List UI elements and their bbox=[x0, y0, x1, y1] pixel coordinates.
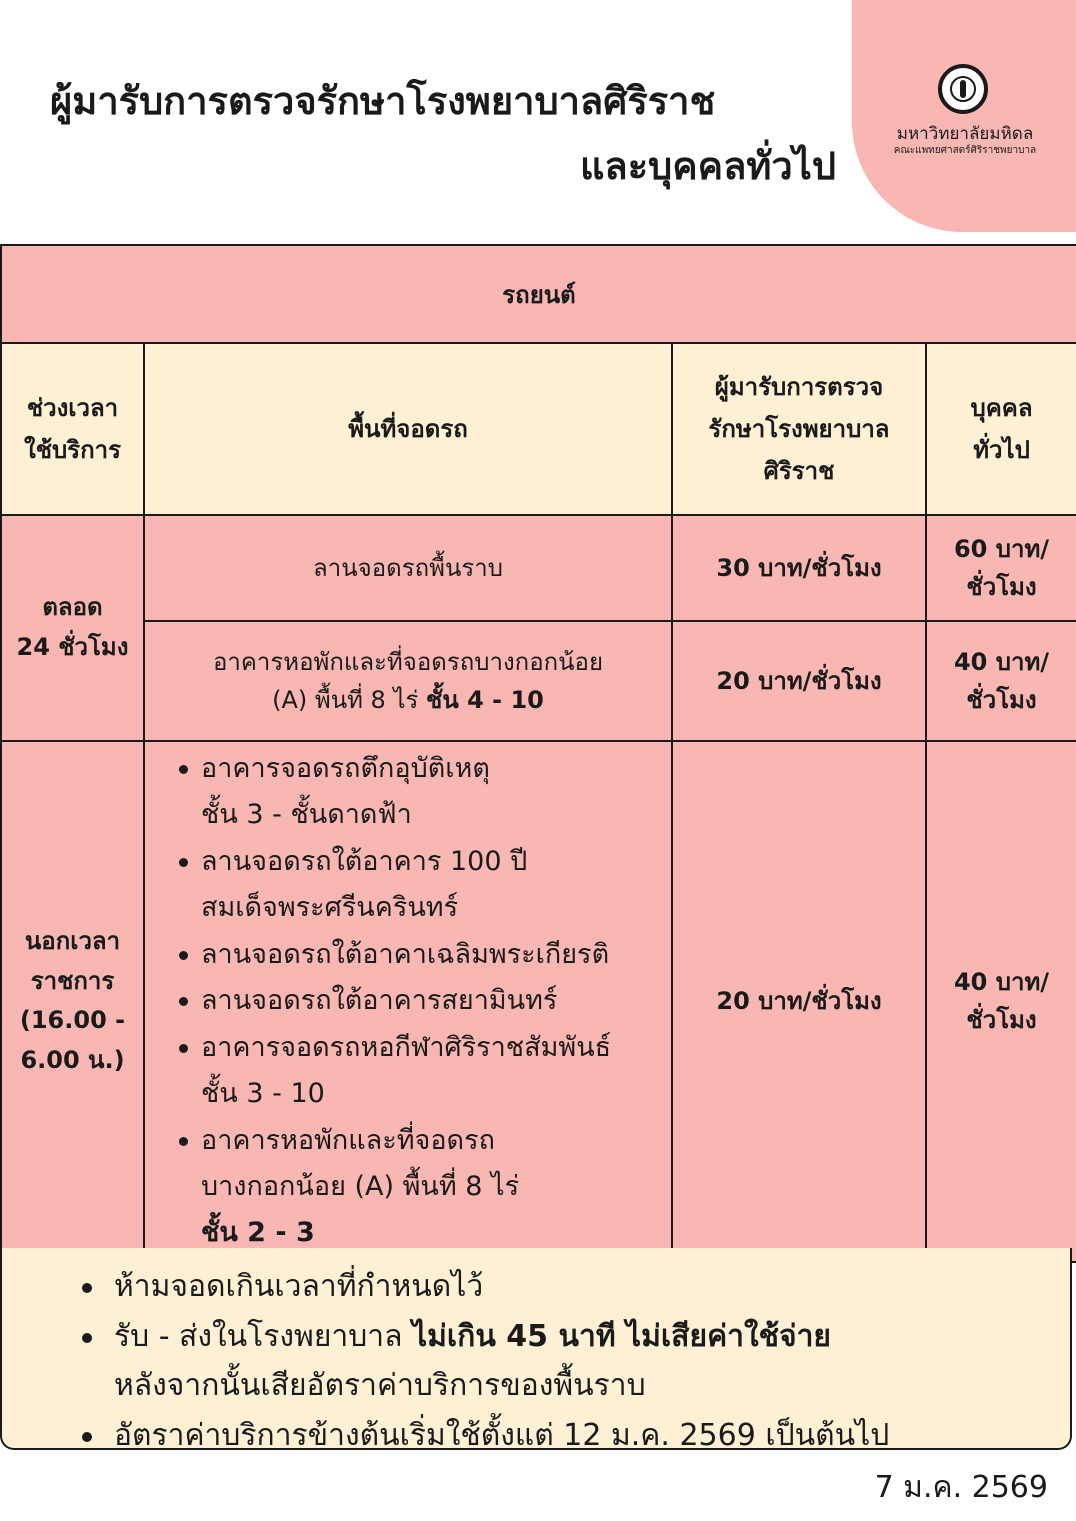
header-time-line1: ช่วงเวลา bbox=[26, 394, 119, 422]
note-dropoff bbox=[82, 1312, 1070, 1411]
area-accident-floors: ชั้น 3 - ชั้นดาดฟ้า bbox=[201, 799, 412, 831]
after-hours-areas bbox=[144, 741, 672, 1262]
time-after-line3: (16.00 - bbox=[19, 1006, 126, 1035]
page-title-line2: และบุคคลทั่วไป bbox=[579, 144, 836, 188]
note-dropoff-free: ไม่เกิน 45 นาที ไม่เสียค่าใช้จ่าย bbox=[412, 1318, 831, 1354]
note-dropoff-text: รับ - ส่งในโรงพยาบาล bbox=[114, 1318, 413, 1354]
public-rate-dorm bbox=[926, 621, 1076, 741]
header-time-line2: ใช้บริการ bbox=[23, 436, 122, 464]
university-name: มหาวิทยาลัยมหิดล bbox=[896, 124, 1034, 144]
public-rate-ground-line2: ชั่วโมง bbox=[966, 573, 1037, 601]
area-dorm-line1: อาคารหอพักและที่จอดรถบางกอกน้อย bbox=[212, 647, 604, 676]
area-dorm-floors: ชั้น 4 - 10 bbox=[426, 686, 544, 714]
faculty-name: คณะแพทยศาสตร์ศิริราชพยาบาล bbox=[893, 145, 1037, 156]
area-dorm-line2-text: (A) พื้นที่ 8 ไร่ bbox=[272, 686, 427, 714]
parking-rate-table bbox=[0, 244, 1076, 1263]
patient-rate-dorm: 20 บาท/ชั่วโมง bbox=[672, 621, 926, 741]
mahidol-seal-icon bbox=[938, 64, 988, 114]
list-item bbox=[173, 839, 665, 932]
page-title-line1: ผู้มารับการตรวจรักษาโรงพยาบาลศิริราช bbox=[50, 79, 716, 123]
time-24h bbox=[1, 515, 144, 741]
public-rate-dorm-line1: 40 บาท/ bbox=[953, 647, 1050, 676]
area-sports-floors: ชั้น 3 - 10 bbox=[201, 1078, 325, 1110]
area-accident-building: อาคารจอดรถตึกอุบัติเหตุ bbox=[201, 753, 490, 784]
list-item bbox=[173, 932, 665, 978]
header-time bbox=[1, 343, 144, 515]
area-ground-lot: ลานจอดรถพื้นราบ bbox=[144, 515, 672, 621]
area-dorm2-building: อาคารหอพักและที่จอดรถ bbox=[201, 1124, 495, 1156]
time-24h-line2: 24 ชั่วโมง bbox=[16, 633, 129, 661]
note-dropoff-line2: หลังจากนั้นเสียอัตราค่าบริการของพื้นราบ bbox=[114, 1368, 646, 1403]
public-rate-dorm-line2: ชั่วโมง bbox=[966, 686, 1037, 714]
notes-box bbox=[0, 1248, 1072, 1453]
time-after-line2: ราชการ bbox=[30, 966, 115, 995]
header-patient-line2: รักษาโรงพยาบาล bbox=[708, 415, 890, 443]
area-dorm-line2 bbox=[151, 681, 665, 719]
patient-rate-after-hours: 20 บาท/ชั่วโมง bbox=[672, 741, 926, 1262]
time-after-line4: 6.00 น.) bbox=[20, 1046, 125, 1074]
area-sports-building: อาคารจอดรถหอกีฬาศิริราชสัมพันธ์ bbox=[201, 1031, 612, 1063]
notes-list bbox=[2, 1262, 1070, 1460]
header-corner-panel bbox=[852, 0, 1076, 232]
public-rate-after-hours bbox=[926, 741, 1076, 1262]
after-hours-area-list bbox=[151, 746, 665, 1257]
time-after-hours bbox=[1, 741, 144, 1262]
header-public-line2: ทั่วไป bbox=[973, 436, 1030, 464]
area-chalerm-building: ลานจอดรถใต้อาคาเฉลิมพระเกียรติ bbox=[201, 938, 610, 970]
note-effective-date: อัตราค่าบริการข้างต้นเริ่มใช้ตั้งแต่ 12 ม.ค. 2569 เป็นต้นไป bbox=[82, 1411, 1070, 1461]
header-public-line1: บุคคล bbox=[970, 394, 1033, 422]
list-item bbox=[173, 1025, 665, 1118]
time-24h-line1: ตลอด bbox=[42, 593, 103, 622]
header-patient-line1: ผู้มารับการตรวจ bbox=[714, 373, 884, 401]
publish-date: 7 ม.ค. 2569 bbox=[874, 1470, 1048, 1505]
area-100yr-name: สมเด็จพระศรีนครินทร์ bbox=[201, 892, 459, 924]
area-siyamin-building: ลานจอดรถใต้อาคารสยามินทร์ bbox=[201, 985, 558, 1017]
public-rate-ground bbox=[926, 515, 1076, 621]
header-patient-line3: ศิริราช bbox=[763, 457, 835, 485]
header-patient bbox=[672, 343, 926, 515]
note-no-overstay: ห้ามจอดเกินเวลาที่กำหนดไว้ bbox=[82, 1262, 1070, 1312]
area-dorm2-location: บางกอกน้อย (A) พื้นที่ 8 ไร่ bbox=[201, 1170, 520, 1202]
time-after-line1: นอกเวลา bbox=[24, 927, 121, 956]
area-dorm-building bbox=[144, 621, 672, 741]
area-100yr-building: ลานจอดรถใต้อาคาร 100 ปี bbox=[201, 845, 528, 877]
header-area: พื้นที่จอดรถ bbox=[144, 343, 672, 515]
note-dropoff-line1 bbox=[114, 1312, 1070, 1362]
list-item bbox=[173, 978, 665, 1024]
list-item bbox=[173, 746, 665, 839]
header-public bbox=[926, 343, 1076, 515]
public-rate-ground-line1: 60 บาท/ bbox=[953, 534, 1050, 563]
list-item bbox=[173, 1118, 665, 1257]
patient-rate-ground: 30 บาท/ชั่วโมง bbox=[672, 515, 926, 621]
area-dorm2-floors: ชั้น 2 - 3 bbox=[201, 1217, 315, 1249]
table-title: รถยนต์ bbox=[1, 245, 1076, 343]
public-rate-after-line2: ชั่วโมง bbox=[966, 1006, 1037, 1035]
public-rate-after-line1: 40 บาท/ bbox=[953, 968, 1050, 997]
